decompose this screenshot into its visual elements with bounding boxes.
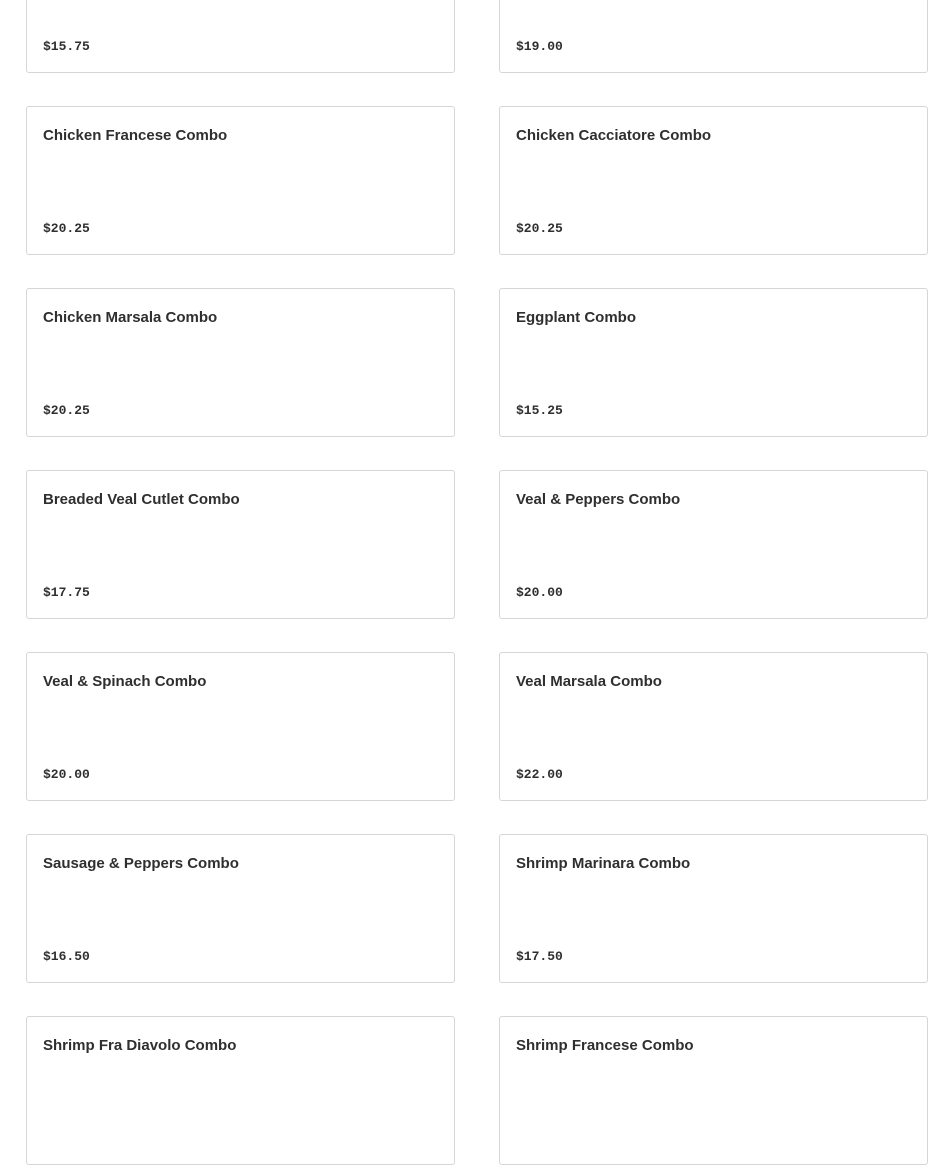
menu-item-name: Shrimp Francese Combo <box>516 1037 694 1054</box>
menu-item-name: Veal & Spinach Combo <box>43 673 207 690</box>
menu-item-price: $17.50 <box>516 949 563 964</box>
menu-item-card[interactable] <box>499 1016 928 1165</box>
menu-item-card[interactable] <box>26 834 455 983</box>
menu-item-card[interactable] <box>26 470 455 619</box>
menu-item-card[interactable] <box>499 0 928 73</box>
menu-item-price: $20.25 <box>43 221 90 236</box>
menu-item-name: Breaded Veal Cutlet Combo <box>43 491 240 508</box>
menu-item-name: Shrimp Fra Diavolo Combo <box>43 1037 237 1054</box>
menu-item-grid <box>26 0 928 1165</box>
menu-item-price: $20.00 <box>516 585 563 600</box>
menu-item-price: $22.00 <box>516 767 563 782</box>
menu-item-price: $17.75 <box>43 585 90 600</box>
menu-item-name: Chicken Cacciatore Combo <box>516 127 712 144</box>
menu-item-card[interactable] <box>499 652 928 801</box>
menu-item-name: Veal & Peppers Combo <box>516 491 681 508</box>
menu-item-card[interactable] <box>499 288 928 437</box>
menu-item-card[interactable] <box>499 834 928 983</box>
menu-item-card[interactable] <box>26 1016 455 1165</box>
menu-item-price: $20.25 <box>516 221 563 236</box>
menu-item-price: $15.75 <box>43 39 90 54</box>
menu-item-card[interactable] <box>26 106 455 255</box>
menu-item-name: Sausage & Peppers Combo <box>43 855 239 872</box>
menu-item-card[interactable] <box>499 470 928 619</box>
menu-item-name: Veal Marsala Combo <box>516 673 662 690</box>
menu-item-card[interactable] <box>26 0 455 73</box>
menu-item-card[interactable] <box>499 106 928 255</box>
menu-item-card[interactable] <box>26 652 455 801</box>
menu-item-card[interactable] <box>26 288 455 437</box>
menu-item-price: $15.25 <box>516 403 563 418</box>
menu-item-price: $19.00 <box>516 39 563 54</box>
menu-item-name: Chicken Marsala Combo <box>43 309 218 326</box>
menu-item-price: $20.25 <box>43 403 90 418</box>
menu-item-price: $16.50 <box>43 949 90 964</box>
menu-item-name: Chicken Francese Combo <box>43 127 228 144</box>
menu-item-price: $20.00 <box>43 767 90 782</box>
menu-item-name: Shrimp Marinara Combo <box>516 855 691 872</box>
menu-item-name: Eggplant Combo <box>516 309 636 326</box>
